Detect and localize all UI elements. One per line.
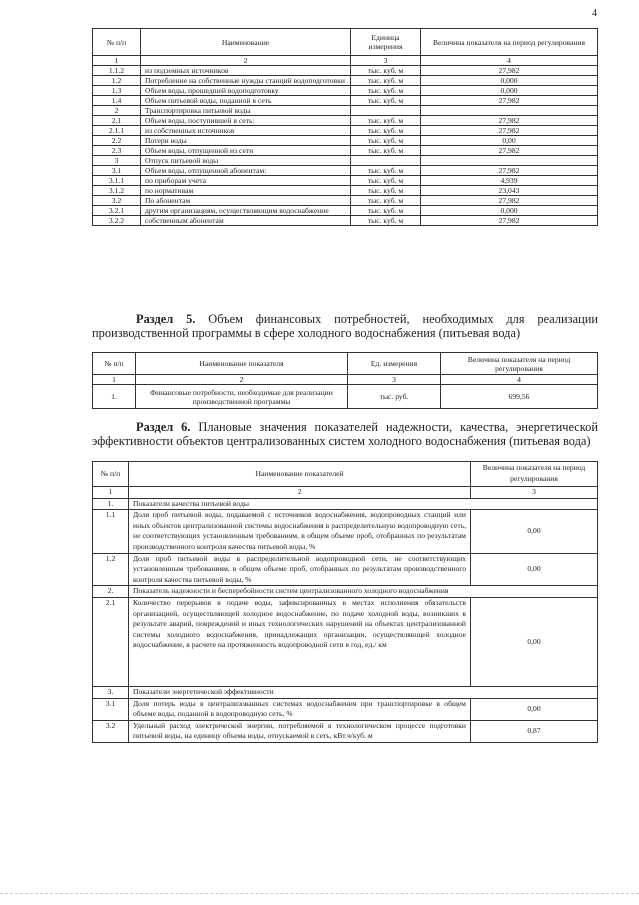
column-number: 3 bbox=[351, 56, 421, 66]
row-value: 27,982 bbox=[421, 126, 598, 136]
column-number: 3 bbox=[471, 487, 598, 499]
column-number-row bbox=[93, 375, 598, 385]
row-value bbox=[421, 156, 598, 166]
column-header: № п/п bbox=[93, 29, 141, 56]
row-number: 2.2 bbox=[93, 136, 141, 146]
table-row bbox=[93, 720, 598, 742]
row-name: Отпуск питьевой воды bbox=[141, 156, 351, 166]
section-6-label: Раздел 6. bbox=[136, 420, 191, 434]
table-row bbox=[93, 206, 598, 216]
row-unit: тыс. руб. bbox=[348, 385, 441, 409]
row-name: Доля потерь воды в централизованных системах водоснабжения при транспортировке в общем объеме воды, поданной в водопроводную сеть, % bbox=[129, 698, 471, 720]
column-header: Наименование показателей bbox=[129, 462, 471, 487]
scan-edge-line bbox=[0, 893, 639, 894]
table-row bbox=[93, 196, 598, 206]
column-header: Величина показателя на период регулирования bbox=[471, 462, 598, 487]
group-title: Показатель надежности и бесперебойности систем централизованного холодного водоснабжения bbox=[129, 586, 598, 598]
row-number: 2 bbox=[93, 106, 141, 116]
row-unit: тыс. куб. м bbox=[351, 126, 421, 136]
header-row bbox=[93, 462, 598, 487]
column-number: 2 bbox=[141, 56, 351, 66]
column-header: Ед. измерения bbox=[348, 353, 441, 375]
table-row bbox=[93, 385, 598, 409]
header-row bbox=[93, 29, 598, 56]
row-name: по приборам учета bbox=[141, 176, 351, 186]
row-number: 2.3 bbox=[93, 146, 141, 156]
table-row bbox=[93, 597, 598, 686]
column-number: 2 bbox=[136, 375, 348, 385]
table-row bbox=[93, 156, 598, 166]
section-6-heading bbox=[92, 420, 598, 448]
section-6-title: Плановые значения показателей надежности, качества, энергетической эффективности объектов централизованных систем холодного водоснабжения (питьевая вода) bbox=[92, 420, 598, 448]
row-value: 0,00 bbox=[471, 510, 598, 553]
row-unit: тыс. куб. м bbox=[351, 66, 421, 76]
column-number: 3 bbox=[348, 375, 441, 385]
table-row bbox=[93, 176, 598, 186]
row-name: Объем воды, поступившей в сеть: bbox=[141, 116, 351, 126]
column-number: 4 bbox=[421, 56, 598, 66]
row-name: Потребление на собственные нужды станций водоподготовки bbox=[141, 76, 351, 86]
row-number: 1.2 bbox=[93, 553, 129, 586]
row-unit bbox=[351, 106, 421, 116]
row-number: 1.1 bbox=[93, 510, 129, 553]
row-value: 27,982 bbox=[421, 116, 598, 126]
row-unit: тыс. куб. м bbox=[351, 146, 421, 156]
row-value: 27,982 bbox=[421, 96, 598, 106]
table-row bbox=[93, 553, 598, 586]
table-row bbox=[93, 106, 598, 116]
row-number: 2.1 bbox=[93, 116, 141, 126]
table-row bbox=[93, 66, 598, 76]
row-name: Удельный расход электрической энергии, потребляемой в технологическом процессе подготовки питьевой воды, на единицу объема воды, отпускаемой в сеть, кВт.ч/куб. м bbox=[129, 720, 471, 742]
table-row bbox=[93, 116, 598, 126]
row-value: 27,982 bbox=[421, 146, 598, 156]
row-unit: тыс. куб. м bbox=[351, 186, 421, 196]
row-number: 3 bbox=[93, 156, 141, 166]
row-name: другим организациям, осуществляющим водоснабжение bbox=[141, 206, 351, 216]
row-name: Доля проб питьевой воды в распределительной водопроводной сети, не соответствующих установленным требованиям, в общем объеме проб, отобранных по результатам производственного контроля качества питьевой воды, % bbox=[129, 553, 471, 586]
table-row bbox=[93, 76, 598, 86]
row-name: Доля проб питьевой воды, подаваемой с источников водоснабжения, водопроводных станций или иных объектов централизованной системы водоснабжения в распределительную водопроводную сеть, не соответствующих установленным требованиям, в общем объеме проб, отобранных по результатам производственного контроля качества питьевой воды, % bbox=[129, 510, 471, 553]
row-name: Потери воды bbox=[141, 136, 351, 146]
section-5-title: Объем финансовых потребностей, необходимых для реализации производственной программы в сфере холодного водоснабжения (питьевая вода) bbox=[92, 312, 598, 340]
group-row bbox=[93, 498, 598, 510]
row-value: 0,00 bbox=[421, 136, 598, 146]
header-row bbox=[93, 353, 598, 375]
row-value: 0,000 bbox=[421, 76, 598, 86]
column-number: 1 bbox=[93, 56, 141, 66]
page-number: 4 bbox=[592, 8, 597, 19]
column-header: № п/п bbox=[93, 462, 129, 487]
row-number: 3.1 bbox=[93, 166, 141, 176]
row-value: 27,982 bbox=[421, 216, 598, 226]
row-name: по нормативам bbox=[141, 186, 351, 196]
column-number: 1 bbox=[93, 487, 129, 499]
column-number-row bbox=[93, 487, 598, 499]
row-unit: тыс. куб. м bbox=[351, 166, 421, 176]
row-value: 0,00 bbox=[471, 698, 598, 720]
row-name: По абонентам bbox=[141, 196, 351, 206]
group-number: 3. bbox=[93, 686, 129, 698]
row-number: 2.1.1 bbox=[93, 126, 141, 136]
group-number: 2. bbox=[93, 586, 129, 598]
row-unit: тыс. куб. м bbox=[351, 76, 421, 86]
indicators-table bbox=[92, 461, 598, 743]
row-value: 27,982 bbox=[421, 66, 598, 76]
row-value: 0,87 bbox=[471, 720, 598, 742]
row-value: 699,56 bbox=[441, 385, 598, 409]
row-unit: тыс. куб. м bbox=[351, 136, 421, 146]
row-value: 23,043 bbox=[421, 186, 598, 196]
section-5-heading bbox=[92, 312, 598, 340]
column-header: Единица измерения bbox=[351, 29, 421, 56]
row-number: 3.2 bbox=[93, 196, 141, 206]
column-header: Величина показателя на период регулирования bbox=[441, 353, 598, 375]
group-number: 1. bbox=[93, 498, 129, 510]
row-number: 3.1.2 bbox=[93, 186, 141, 196]
column-number: 2 bbox=[129, 487, 471, 499]
table-row bbox=[93, 698, 598, 720]
table-row bbox=[93, 86, 598, 96]
group-row bbox=[93, 586, 598, 598]
row-unit bbox=[351, 156, 421, 166]
table-row bbox=[93, 146, 598, 156]
row-number: 1.2 bbox=[93, 76, 141, 86]
row-unit: тыс. куб. м bbox=[351, 206, 421, 216]
row-value: 27,982 bbox=[421, 196, 598, 206]
group-row bbox=[93, 686, 598, 698]
row-value: 4,939 bbox=[421, 176, 598, 186]
table-row bbox=[93, 96, 598, 106]
row-value bbox=[421, 106, 598, 116]
row-name: из подземных источников bbox=[141, 66, 351, 76]
row-name: Объем воды, отпущенной абонентам: bbox=[141, 166, 351, 176]
table-row bbox=[93, 126, 598, 136]
row-number: 1.4 bbox=[93, 96, 141, 106]
row-value: 0,00 bbox=[471, 597, 598, 686]
column-header: Наименование bbox=[141, 29, 351, 56]
row-name: из собственных источников bbox=[141, 126, 351, 136]
row-value: 0,000 bbox=[421, 206, 598, 216]
row-unit: тыс. куб. м bbox=[351, 116, 421, 126]
row-number: 3.2.2 bbox=[93, 216, 141, 226]
row-value: 0,000 bbox=[421, 86, 598, 96]
row-name: Объем воды, прошедшей водоподготовку bbox=[141, 86, 351, 96]
row-unit: тыс. куб. м bbox=[351, 176, 421, 186]
column-header: Величина показателя на период регулирования bbox=[421, 29, 598, 56]
financial-needs-table bbox=[92, 352, 598, 409]
row-number: 2.1 bbox=[93, 597, 129, 686]
row-number: 3.2.1 bbox=[93, 206, 141, 216]
row-unit: тыс. куб. м bbox=[351, 196, 421, 206]
column-number: 1 bbox=[93, 375, 136, 385]
table-row bbox=[93, 136, 598, 146]
row-value: 27,982 bbox=[421, 166, 598, 176]
row-name: Финансовые потребности, необходимые для реализации производственной программы bbox=[136, 385, 348, 409]
table-row bbox=[93, 510, 598, 553]
row-number: 1.1.2 bbox=[93, 66, 141, 76]
column-number: 4 bbox=[441, 375, 598, 385]
water-balance-table bbox=[92, 28, 598, 226]
row-number: 3.1.1 bbox=[93, 176, 141, 186]
column-header: Наименование показателя bbox=[136, 353, 348, 375]
row-number: 3.1 bbox=[93, 698, 129, 720]
row-name: собственным абонентам bbox=[141, 216, 351, 226]
group-title: Показатели качества питьевой воды bbox=[129, 498, 598, 510]
group-title: Показатели энергетической эффективности bbox=[129, 686, 598, 698]
row-unit: тыс. куб. м bbox=[351, 86, 421, 96]
row-name: Количество перерывов в подаче воды, зафиксированных в местах исполнения обязательств организацией, осуществляющей холодное водоснабжение, по подаче холодной воды, возникших в результате аварий, повреждений и иных технологических нарушений на объектах централизованной системы холодного водоснабжения, принадлежащих организации, осуществляющей холодное водоснабжение, в расчете на протяженность водопроводной сети в год, ед./ км bbox=[129, 597, 471, 686]
row-number: 1. bbox=[93, 385, 136, 409]
row-value: 0,00 bbox=[471, 553, 598, 586]
column-number-row bbox=[93, 56, 598, 66]
row-name: Транспортировка питьевой воды bbox=[141, 106, 351, 116]
row-name: Объем воды, отпущенной из сети bbox=[141, 146, 351, 156]
table-row bbox=[93, 166, 598, 176]
row-name: Объем питьевой воды, поданной в сеть bbox=[141, 96, 351, 106]
table-row bbox=[93, 186, 598, 196]
row-number: 1.3 bbox=[93, 86, 141, 96]
table-row bbox=[93, 216, 598, 226]
row-unit: тыс. куб. м bbox=[351, 96, 421, 106]
row-number: 3.2 bbox=[93, 720, 129, 742]
row-unit: тыс. куб. м bbox=[351, 216, 421, 226]
column-header: № п/п bbox=[93, 353, 136, 375]
section-5-label: Раздел 5. bbox=[136, 312, 196, 326]
